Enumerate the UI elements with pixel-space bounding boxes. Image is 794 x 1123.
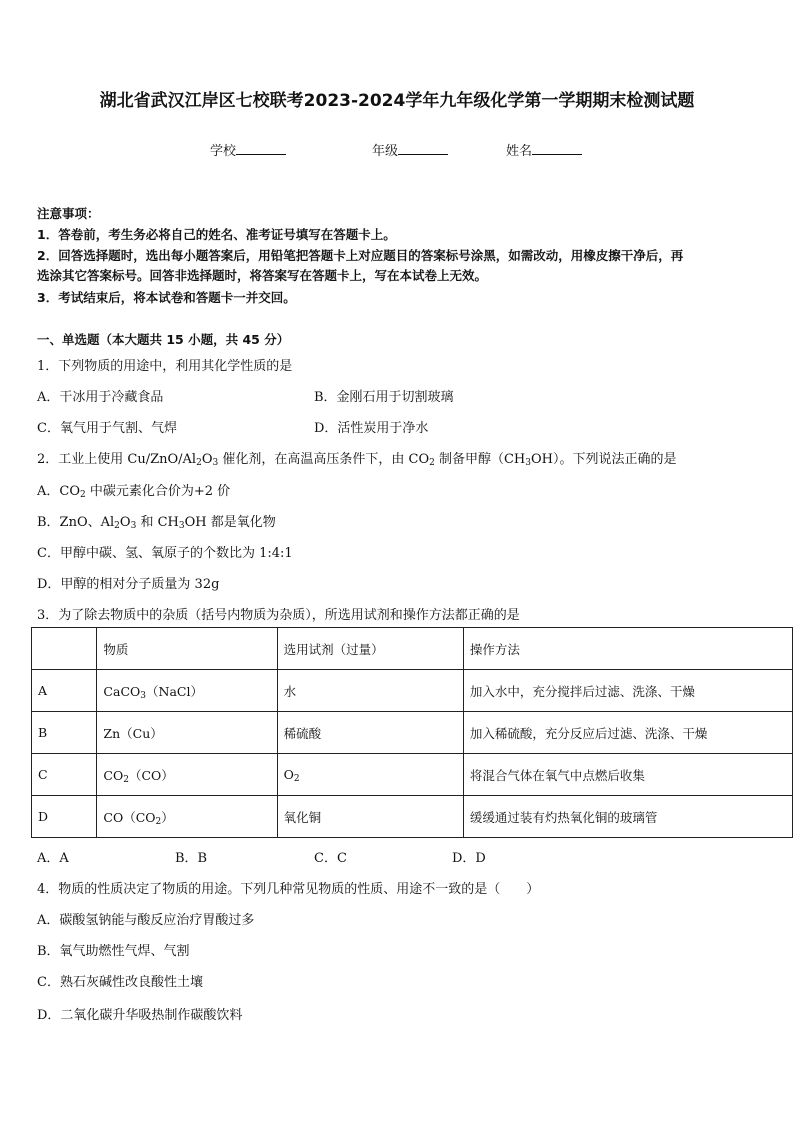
- row-substance: $CO_2(CO)$: [97, 754, 277, 796]
- q2-option-a: A．$CO_2$ 中碳元素化合价为+2 价: [37, 484, 231, 500]
- row-reagent: 氧化铜: [277, 796, 463, 838]
- table-row: [32, 796, 793, 838]
- table-row: [32, 670, 793, 712]
- row-label: D: [32, 796, 97, 838]
- row-method: 将混合气体在氧气中点燃后收集: [463, 754, 792, 796]
- q1-stem: 1．下列物质的用途中，利用其化学性质的是: [37, 359, 293, 374]
- q1-option-d: D．活性炭用于净水: [314, 421, 429, 436]
- q2-option-b: B．ZnO、$Al_2O_3$ 和 $CH_3OH$ 都是氧化物: [37, 515, 276, 531]
- section-heading: 一、单选题（本大题共 15 小题，共 45 分）: [37, 332, 290, 347]
- q3-stem: 3．为了除去物质中的杂质（括号内物质为杂质），所选用试剂和操作方法都正确的是: [37, 608, 520, 623]
- school-blank: [236, 141, 286, 155]
- q4-option-c: C．熟石灰碱性改良酸性土壤: [37, 975, 203, 990]
- row-reagent: $O_2$: [277, 754, 463, 796]
- q4-stem: 4．物质的性质决定了物质的用途。下列几种常见物质的性质、用途不一致的是（ ）: [37, 882, 540, 897]
- q1-option-c: C．氧气用于气割、气焊: [37, 421, 177, 436]
- q4-option-a: A．碳酸氢钠能与酸反应治疗胃酸过多: [37, 913, 255, 928]
- q3-option-a: A．A: [37, 851, 69, 866]
- q3-option-b: B．B: [175, 851, 208, 866]
- q1-option-b: B．金刚石用于切割玻璃: [314, 390, 454, 405]
- row-substance: CaCO$_3$（NaCl）: [97, 670, 277, 712]
- q1-option-a: A．干冰用于冷藏食品: [37, 390, 164, 405]
- name-field: [506, 140, 582, 159]
- table-header-cell: 操作方法: [463, 628, 792, 670]
- q4-option-b: B．氧气助燃性气焊、气割: [37, 944, 190, 959]
- table-row: [32, 712, 793, 754]
- q2-option-c: C．甲醇中碳、氢、氧原子的个数比为 1:4:1: [37, 546, 293, 561]
- table-header-row: [32, 628, 793, 670]
- name-label: 姓名: [506, 144, 533, 159]
- table-header-cell: 物质: [97, 628, 277, 670]
- row-method: 加入稀硫酸，充分反应后过滤、洗涤、干燥: [463, 712, 792, 754]
- notice-item: 选涂其它答案标号。回答非选择题时，将答案写在答题卡上，写在本试卷上无效。: [37, 268, 488, 283]
- q3-option-d: D．D: [452, 851, 486, 866]
- school-label: 学校: [210, 144, 237, 159]
- row-substance: Zn（Cu）: [97, 712, 277, 754]
- table-row: [32, 754, 793, 796]
- row-label: B: [32, 712, 97, 754]
- exam-title: 湖北省武汉江岸区七校联考2023-2024学年九年级化学第一学期期末检测试题: [99, 91, 695, 111]
- notice-item: 2．回答选择题时，选出每小题答案后，用铅笔把答题卡上对应题目的答案标号涂黑，如需改动，用橡皮擦干净后，再: [37, 248, 684, 263]
- notice-heading: 注意事项：: [37, 206, 100, 221]
- grade-blank: [398, 141, 448, 155]
- q3-option-c: C．C: [314, 851, 347, 866]
- grade-field: [372, 140, 448, 159]
- row-label: A: [32, 670, 97, 712]
- student-info-row: [0, 140, 794, 160]
- school-field: [210, 140, 286, 159]
- notice-item: 1．答卷前，考生务必将自己的姓名、准考证号填写在答题卡上。: [37, 227, 396, 242]
- row-reagent: 稀硫酸: [277, 712, 463, 754]
- q4-option-d: D．二氧化碳升华吸热制作碳酸饮料: [37, 1008, 243, 1023]
- q2-stem: 2．工业上使用 $Cu/ZnO/Al_2O_3$ 催化剂，在高温高压条件下，由 $CO_2$ 制备甲醇$(CH_3OH)$。下列说法正确的是: [37, 452, 677, 468]
- row-method: 加入水中，充分搅拌后过滤、洗涤、干燥: [463, 670, 792, 712]
- table-header-cell: 选用试剂（过量）: [277, 628, 463, 670]
- table-header-cell: [32, 628, 97, 670]
- grade-label: 年级: [372, 144, 399, 159]
- q2-option-d: D．甲醇的相对分子质量为 32g: [37, 577, 220, 592]
- row-label: C: [32, 754, 97, 796]
- row-substance: $CO(CO_2)$: [97, 796, 277, 838]
- row-method: 缓缓通过装有灼热氧化铜的玻璃管: [463, 796, 792, 838]
- row-reagent: 水: [277, 670, 463, 712]
- q3-table: [31, 627, 793, 838]
- notice-item: 3．考试结束后，将本试卷和答题卡一并交回。: [37, 290, 296, 305]
- name-blank: [532, 141, 582, 155]
